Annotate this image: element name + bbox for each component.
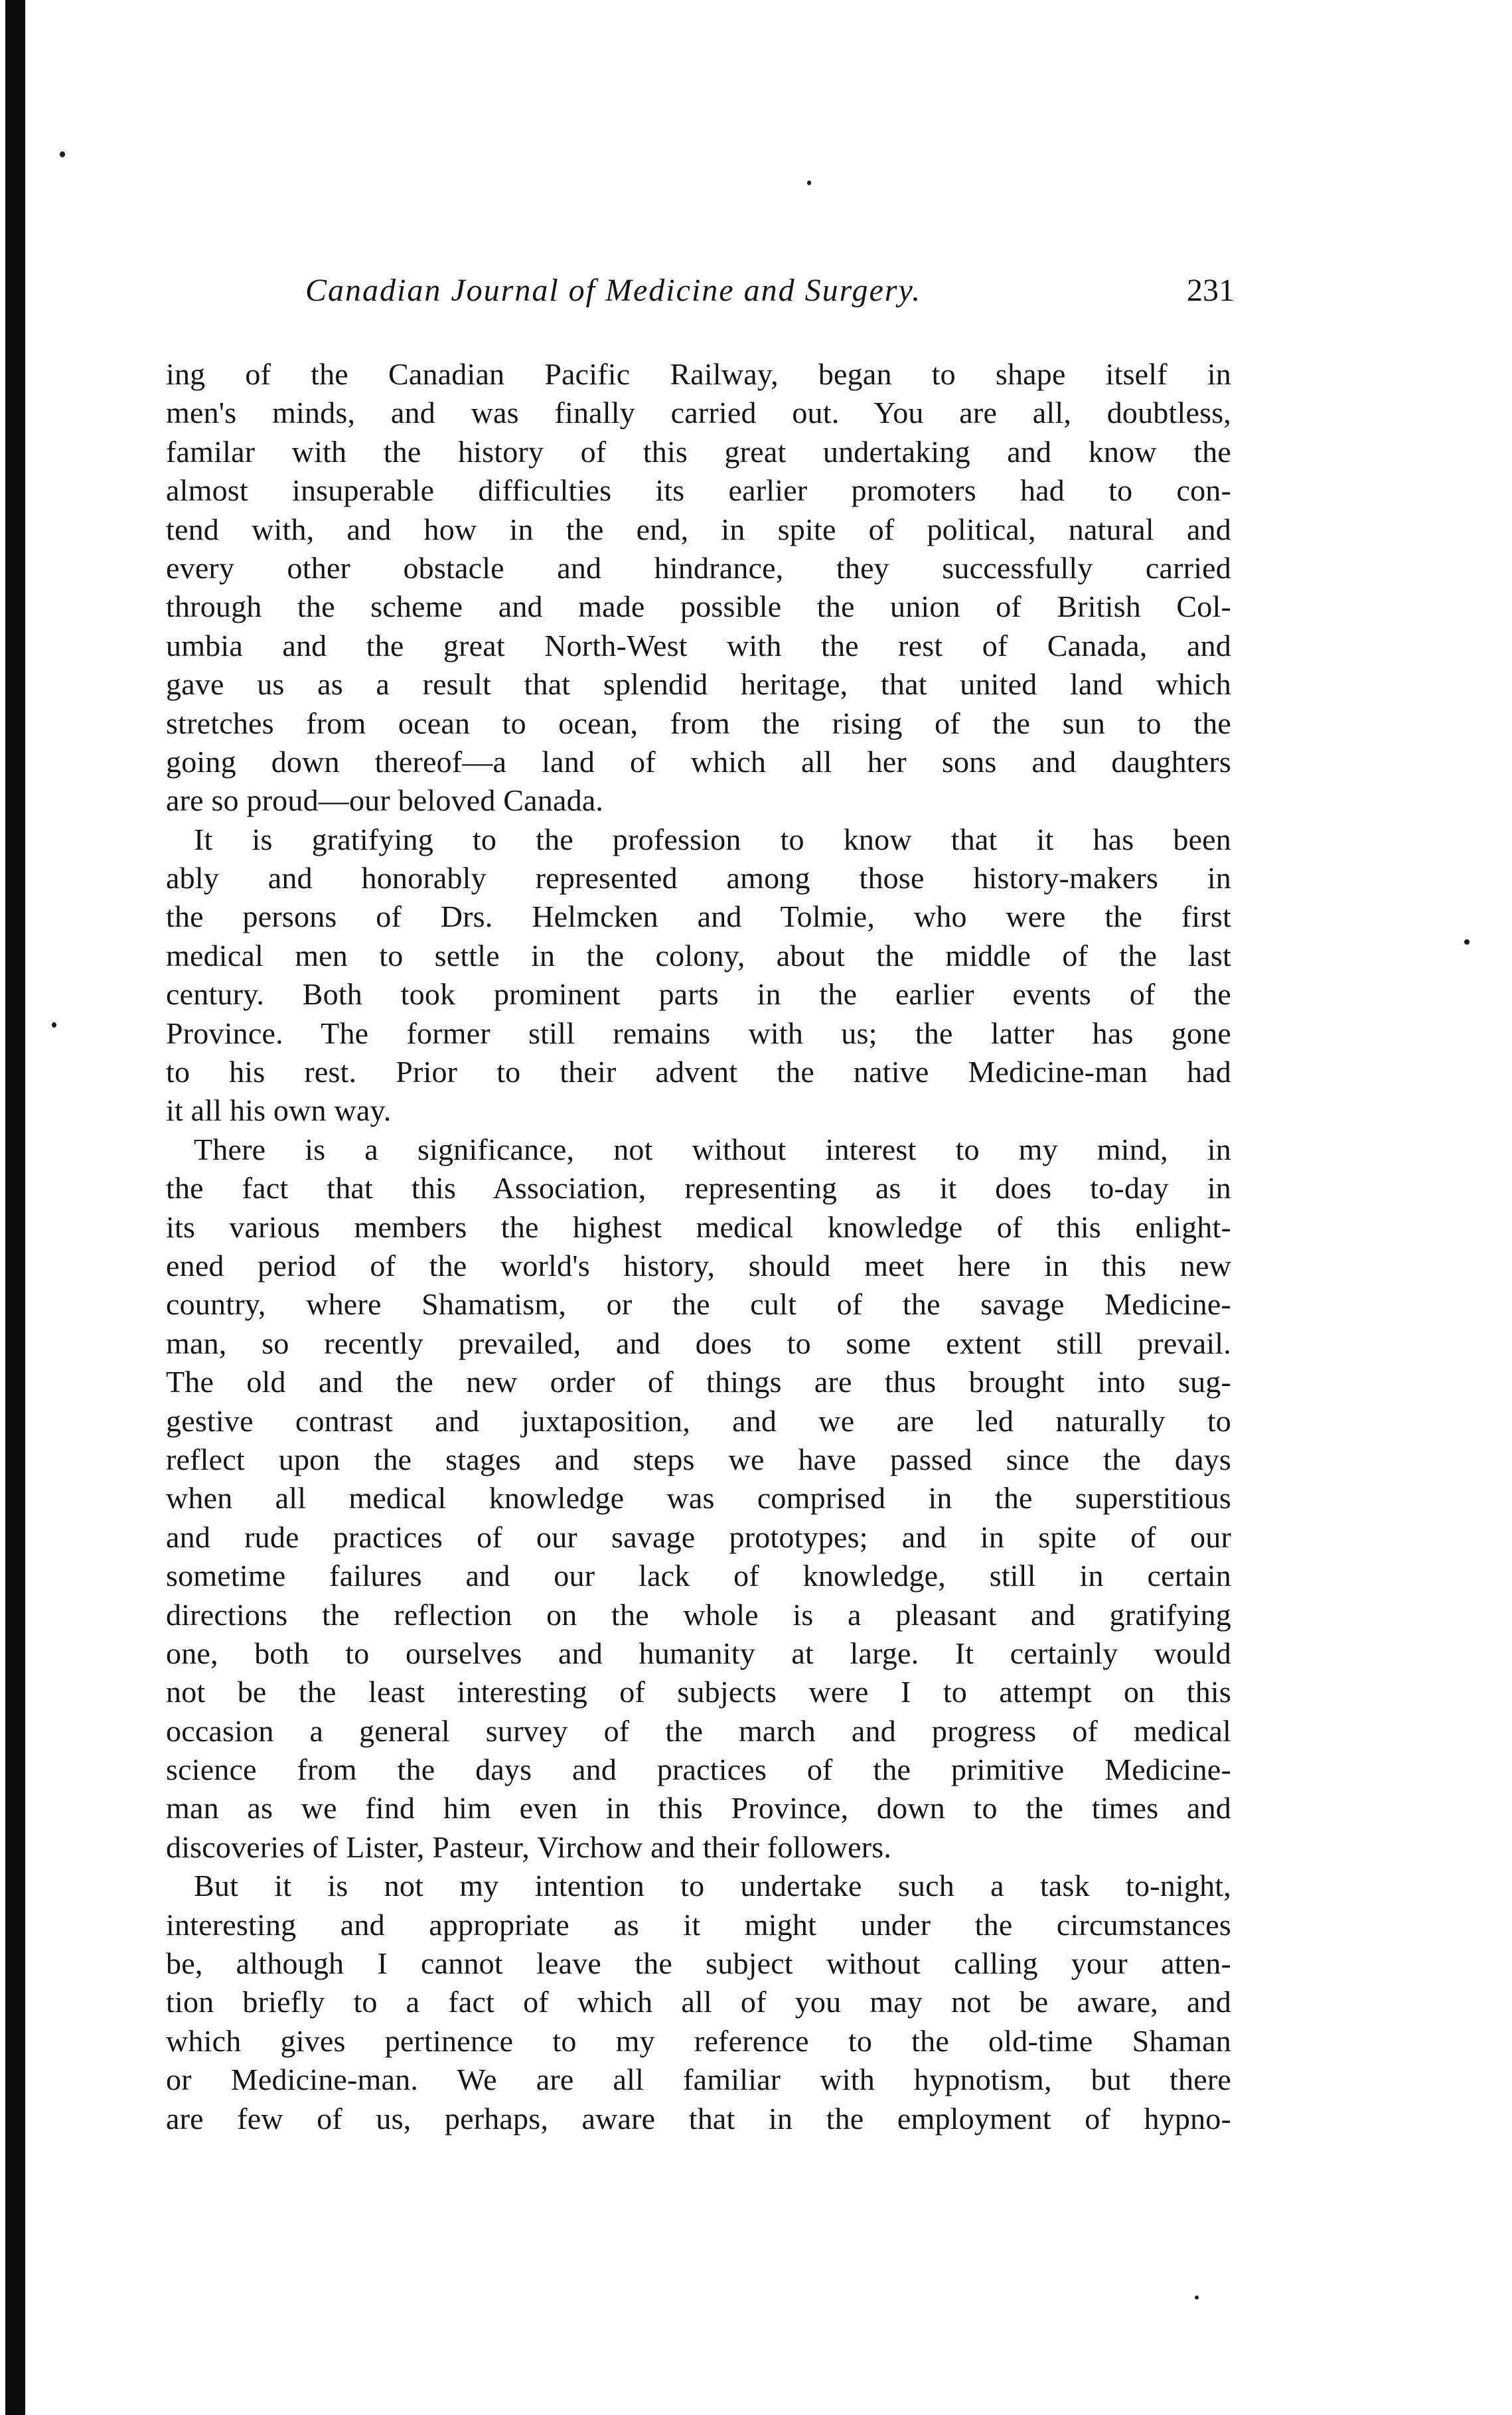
text-line: it all his own way. xyxy=(166,1093,392,1128)
text-line: through the scheme and made possible the union of British Col- xyxy=(166,589,1231,624)
text-line: interesting and appropriate as it might under the circumstances xyxy=(166,1907,1231,1942)
text-line: ened period of the world's history, should meet here in this new xyxy=(166,1248,1231,1283)
text-line: The old and the new order of things are thus brought into sug- xyxy=(166,1365,1231,1399)
text-line: discoveries of Lister, Pasteur, Virchow and their followers. xyxy=(166,1830,892,1864)
text-line: not be the least interesting of subjects were I to attempt on this xyxy=(166,1675,1231,1709)
text-line: men's minds, and was finally carried out. You are all, doubtless, xyxy=(166,396,1231,430)
text-line: man, so recently prevailed, and does to some extent still prevail. xyxy=(166,1326,1231,1360)
text-line: its various members the highest medical knowledge of this enlight- xyxy=(166,1209,1231,1244)
ink-speck xyxy=(807,181,811,185)
ink-speck xyxy=(1195,2296,1199,2299)
running-head xyxy=(305,272,1235,319)
text-line: are so proud—our beloved Canada. xyxy=(166,783,604,818)
text-line: directions the reflection on the whole is a pleasant and gratifying xyxy=(166,1597,1231,1632)
text-line: ing of the Canadian Pacific Railway, began to shape itself in xyxy=(166,357,1231,391)
text-line: when all medical knowledge was comprised in the superstitious xyxy=(166,1481,1231,1516)
text-line: century. Both took prominent parts in the earlier events of the xyxy=(166,977,1231,1012)
text-line: every other obstacle and hindrance, they successfully carried xyxy=(166,550,1231,585)
text-line: gestive contrast and juxtaposition, and we are led naturally to xyxy=(166,1403,1231,1438)
text-line: which gives pertinence to my reference to the old-time Shaman xyxy=(166,2023,1231,2058)
body-text xyxy=(166,355,1231,2138)
text-line: to his rest. Prior to their advent the native Medicine-man had xyxy=(166,1055,1231,1089)
running-title: Canadian Journal of Medicine and Surgery. xyxy=(305,273,922,308)
text-line: Province. The former still remains with us; the latter has gone xyxy=(166,1016,1231,1050)
text-line: the fact that this Association, representing as it does to-day in xyxy=(166,1171,1231,1206)
text-line: and rude practices of our savage prototypes; and in spite of our xyxy=(166,1519,1231,1554)
ink-speck xyxy=(60,151,65,157)
text-line: ably and honorably represented among those history-makers in xyxy=(166,861,1231,896)
text-line: man as we find him even in this Province, down to the times and xyxy=(166,1791,1231,1826)
page-number: 231 xyxy=(1187,273,1235,308)
text-line: one, both to ourselves and humanity at large. It certainly would xyxy=(166,1636,1231,1670)
text-line: It is gratifying to the profession to know that it has been xyxy=(194,822,1231,856)
text-line: tion briefly to a fact of which all of you may not be aware, and xyxy=(166,1985,1231,2019)
text-line: But it is not my intention to undertake such a task to-night, xyxy=(194,1869,1231,1903)
text-line: or Medicine-man. We are all familiar with hypnotism, but there xyxy=(166,2063,1231,2097)
text-line: be, although I cannot leave the subject without calling your atten- xyxy=(166,1946,1231,1981)
text-line: reflect upon the stages and steps we have passed since the days xyxy=(166,1442,1231,1476)
text-line: tend with, and how in the end, in spite of political, natural and xyxy=(166,512,1231,546)
text-line: the persons of Drs. Helmcken and Tolmie, who were the first xyxy=(166,899,1231,934)
text-line: occasion a general survey of the march and progress of medical xyxy=(166,1713,1231,1748)
text-line: familar with the history of this great undertaking and know the xyxy=(166,434,1231,469)
ink-speck xyxy=(52,1022,56,1028)
text-line: almost insuperable difficulties its earlier promoters had to con- xyxy=(166,473,1231,508)
text-line: There is a significance, not without interest to my mind, in xyxy=(194,1132,1231,1166)
text-line: are few of us, perhaps, aware that in the employment of hypno- xyxy=(166,2101,1231,2136)
text-line: stretches from ocean to ocean, from the rising of the sun to the xyxy=(166,706,1231,740)
text-line: umbia and the great North-West with the rest of Canada, and xyxy=(166,628,1231,662)
text-line: science from the days and practices of the primitive Medicine- xyxy=(166,1753,1231,1787)
page-binding-edge xyxy=(5,0,25,2415)
text-line: sometime failures and our lack of knowledge, still in certain xyxy=(166,1559,1231,1593)
ink-speck xyxy=(1464,939,1470,945)
text-line: going down thereof—a land of which all her sons and daughters xyxy=(166,744,1231,779)
text-line: medical men to settle in the colony, about the middle of the last xyxy=(166,938,1231,973)
text-line: gave us as a result that splendid heritage, that united land which xyxy=(166,667,1231,702)
text-line: country, where Shamatism, or the cult of the savage Medicine- xyxy=(166,1287,1231,1322)
